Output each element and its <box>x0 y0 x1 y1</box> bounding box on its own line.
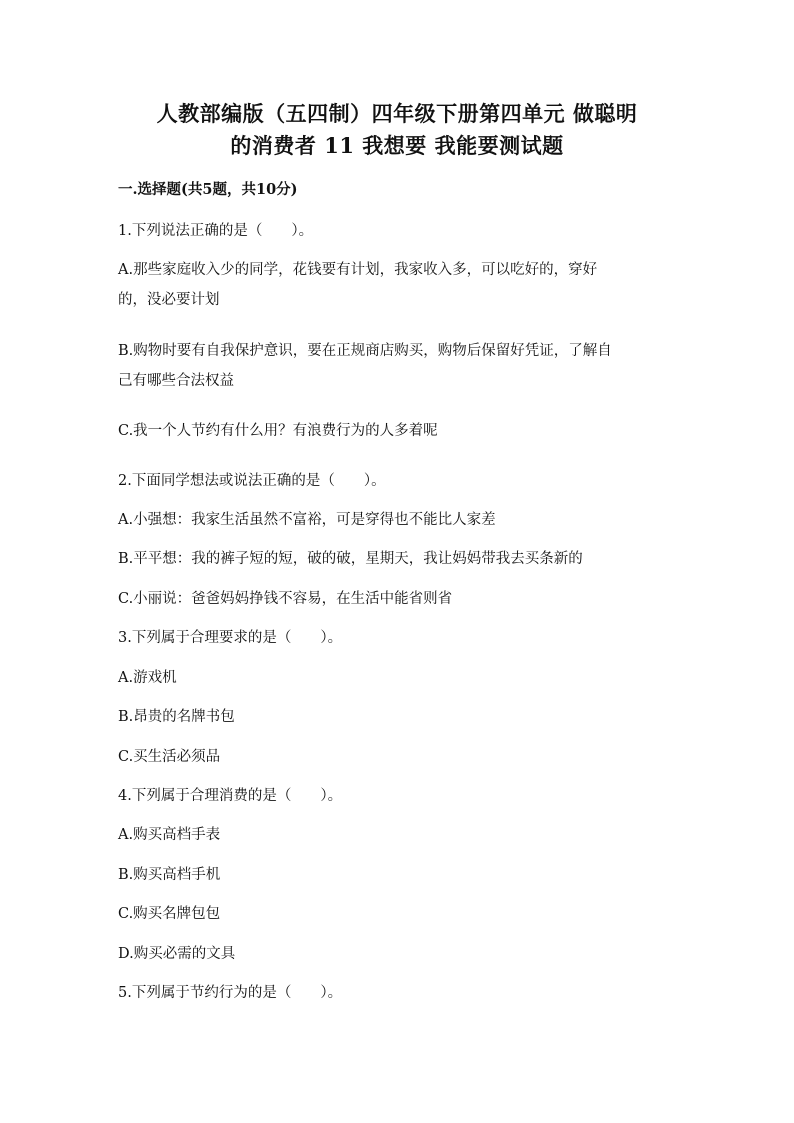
question-4-option-d: D.购买必需的文具 <box>118 946 236 962</box>
question-1-option-b-cont: 己有哪些合法权益 <box>118 373 234 389</box>
question-2-option-a: A.小强想：我家生活虽然不富裕，可是穿得也不能比人家差 <box>118 512 496 528</box>
question-3-option-c: C.买生活必须品 <box>118 749 221 765</box>
question-4-option-a: A.购买高档手表 <box>118 827 221 843</box>
question-2-stem: 2.下面同学想法或说法正确的是（ ）。 <box>118 473 386 489</box>
title-line-2: 的消费者 11 我想要 我能要测试题 <box>230 133 564 158</box>
section-heading: 一.选择题(共5题，共10分) <box>118 181 298 198</box>
question-5-stem: 5.下列属于节约行为的是（ ）。 <box>118 985 343 1001</box>
question-3-option-b: B.昂贵的名牌书包 <box>118 709 235 725</box>
question-1-option-b: B.购物时要有自我保护意识，要在正规商店购买，购物后保留好凭证，了解自 <box>118 343 612 359</box>
question-3-stem: 3.下列属于合理要求的是（ ）。 <box>118 630 343 646</box>
question-4-stem: 4.下列属于合理消费的是（ ）。 <box>118 788 343 804</box>
title-line-1: 人教部编版（五四制）四年级下册第四单元 做聪明 <box>156 101 638 126</box>
question-1-option-c: C.我一个人节约有什么用？有浪费行为的人多着呢 <box>118 423 438 439</box>
question-4-option-c: C.购买名牌包包 <box>118 906 221 922</box>
question-1-option-a-cont: 的，没必要计划 <box>118 292 220 308</box>
question-3-option-a: A.游戏机 <box>118 670 177 686</box>
question-4-option-b: B.购买高档手机 <box>118 867 221 883</box>
question-1-stem: 1.下列说法正确的是（ ）。 <box>118 223 314 239</box>
question-1-option-a: A.那些家庭收入少的同学，花钱要有计划，我家收入多，可以吃好的，穿好 <box>118 262 598 278</box>
question-2-option-c: C.小丽说：爸爸妈妈挣钱不容易，在生活中能省则省 <box>118 591 453 607</box>
question-2-option-b: B.平平想：我的裤子短的短，破的破，星期天，我让妈妈带我去买条新的 <box>118 551 583 567</box>
